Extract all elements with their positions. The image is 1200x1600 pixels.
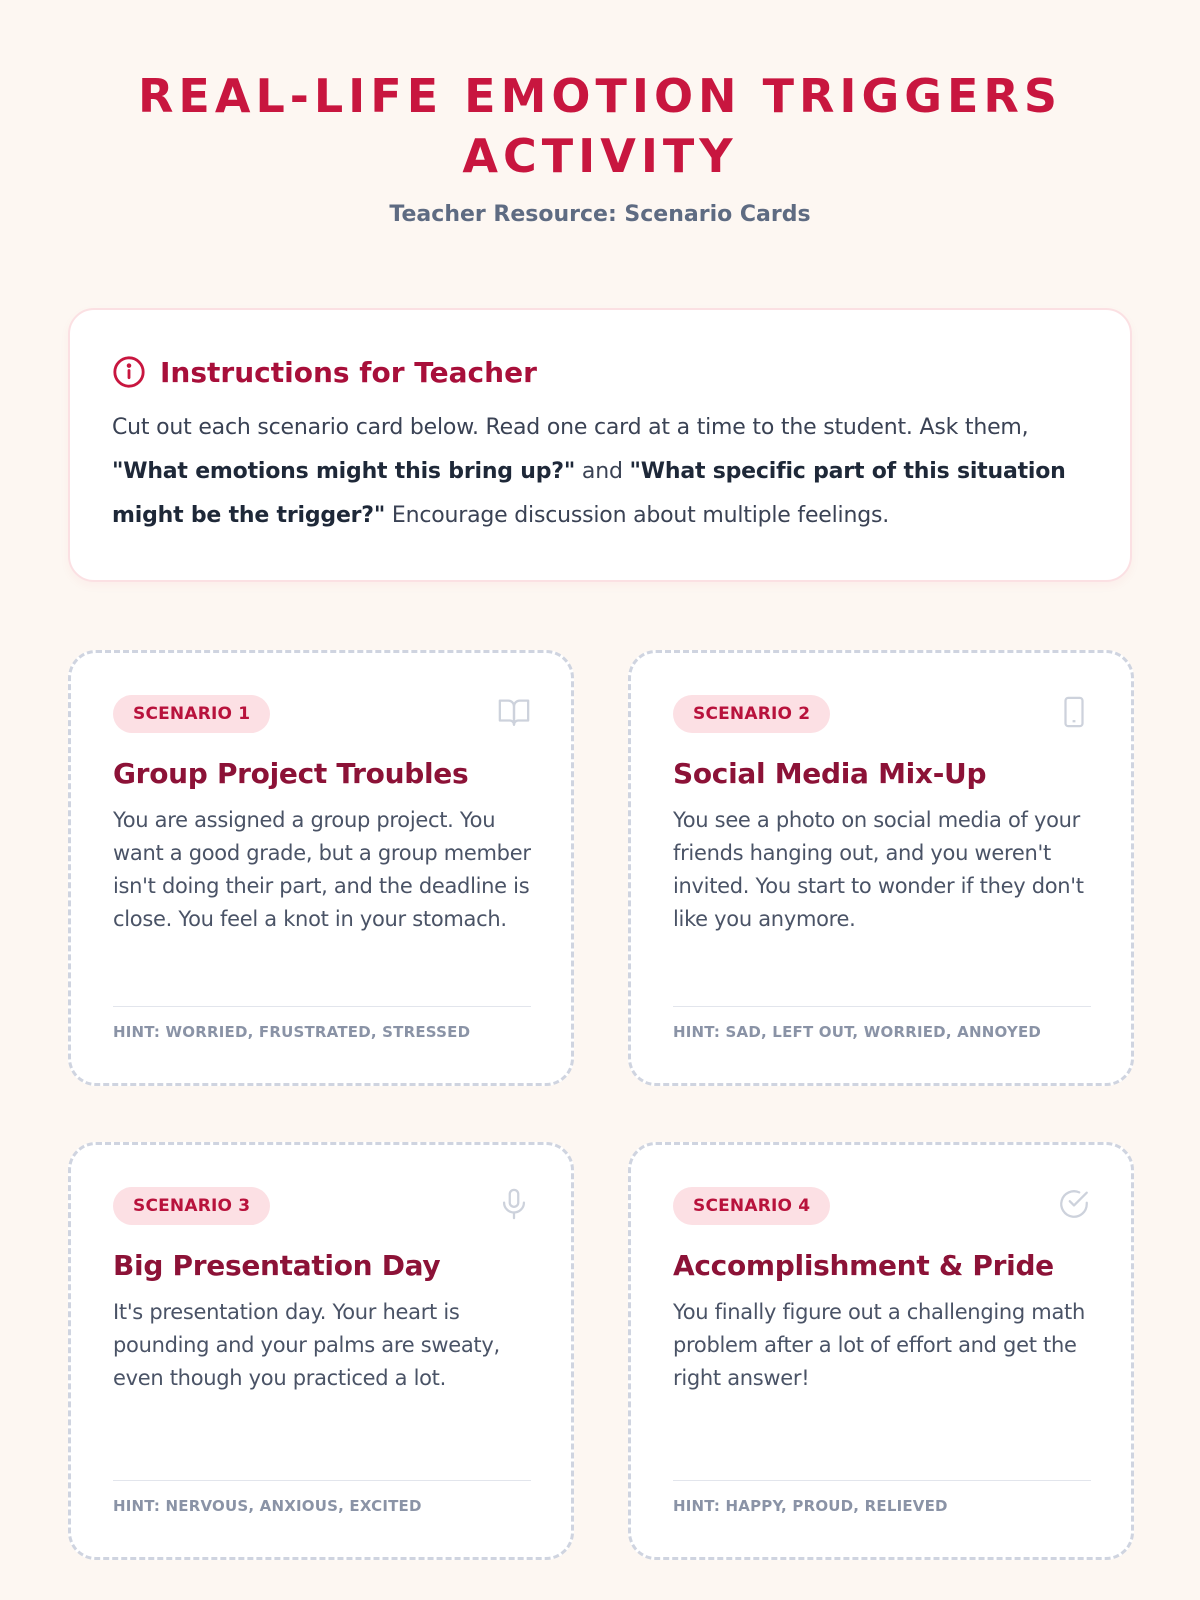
instructions-title: Instructions for Teacher bbox=[160, 355, 537, 389]
scenario-hint: HINT: HAPPY, PROUD, RELIEVED bbox=[673, 1480, 1091, 1515]
scenario-text: It's presentation day. Your heart is pounding and your palms are sweaty, even though you practiced a lot. bbox=[113, 1300, 500, 1390]
scenario-text: You are assigned a group project. You want a good grade, but a group member isn't doing their part, and the deadline is close. You feel a knot in your stomach. bbox=[113, 808, 531, 931]
book-open-icon bbox=[497, 695, 531, 729]
instructions-text-part3: Encourage discussion about multiple feelings. bbox=[385, 503, 890, 528]
scenario-badge: SCENARIO 1 bbox=[113, 695, 270, 733]
scenario-title: Accomplishment & Pride bbox=[673, 1249, 1054, 1282]
scenario-card-4 bbox=[628, 1142, 1134, 1560]
scenario-text: You see a photo on social media of your friends hanging out, and you weren't invited. You start to wonder if they don't like you anymore. bbox=[673, 808, 1084, 931]
microphone-icon bbox=[497, 1187, 531, 1221]
page-title-line2: ACTIVITY bbox=[462, 129, 738, 183]
scenario-badge: SCENARIO 4 bbox=[673, 1187, 830, 1225]
info-circle-icon bbox=[112, 355, 146, 389]
scenario-title: Group Project Troubles bbox=[113, 757, 469, 790]
scenario-text: You finally figure out a challenging math problem after a lot of effort and get the right answer! bbox=[673, 1300, 1085, 1390]
instructions-question-1: "What emotions might this bring up?" bbox=[112, 459, 576, 484]
smartphone-icon bbox=[1057, 695, 1091, 729]
instructions-text bbox=[112, 406, 1090, 538]
scenario-title: Social Media Mix-Up bbox=[673, 757, 987, 790]
scenario-hint: HINT: SAD, LEFT OUT, WORRIED, ANNOYED bbox=[673, 1006, 1091, 1041]
instructions-panel bbox=[68, 308, 1132, 582]
scenario-title: Big Presentation Day bbox=[113, 1249, 441, 1282]
instructions-text-part1: Cut out each scenario card below. Read one card at a time to the student. Ask them, bbox=[112, 415, 1029, 440]
scenario-card-2 bbox=[628, 650, 1134, 1086]
page-subtitle: Teacher Resource: Scenario Cards bbox=[389, 202, 811, 227]
scenario-card-3 bbox=[68, 1142, 574, 1560]
check-circle-icon bbox=[1057, 1187, 1091, 1221]
scenario-badge: SCENARIO 3 bbox=[113, 1187, 270, 1225]
page-title-line1: REAL-LIFE EMOTION TRIGGERS bbox=[138, 69, 1062, 123]
scenario-hint: HINT: NERVOUS, ANXIOUS, EXCITED bbox=[113, 1480, 531, 1515]
instructions-text-part2: and bbox=[575, 459, 630, 484]
instructions-header bbox=[112, 352, 1090, 392]
instructions-question-2: "What specific part of this situation might be the trigger?" bbox=[112, 459, 1066, 528]
page-title bbox=[0, 66, 1200, 186]
scenario-hint: HINT: WORRIED, FRUSTRATED, STRESSED bbox=[113, 1006, 531, 1041]
scenario-card-1 bbox=[68, 650, 574, 1086]
scenario-badge: SCENARIO 2 bbox=[673, 695, 830, 733]
page-header bbox=[0, 0, 1200, 227]
